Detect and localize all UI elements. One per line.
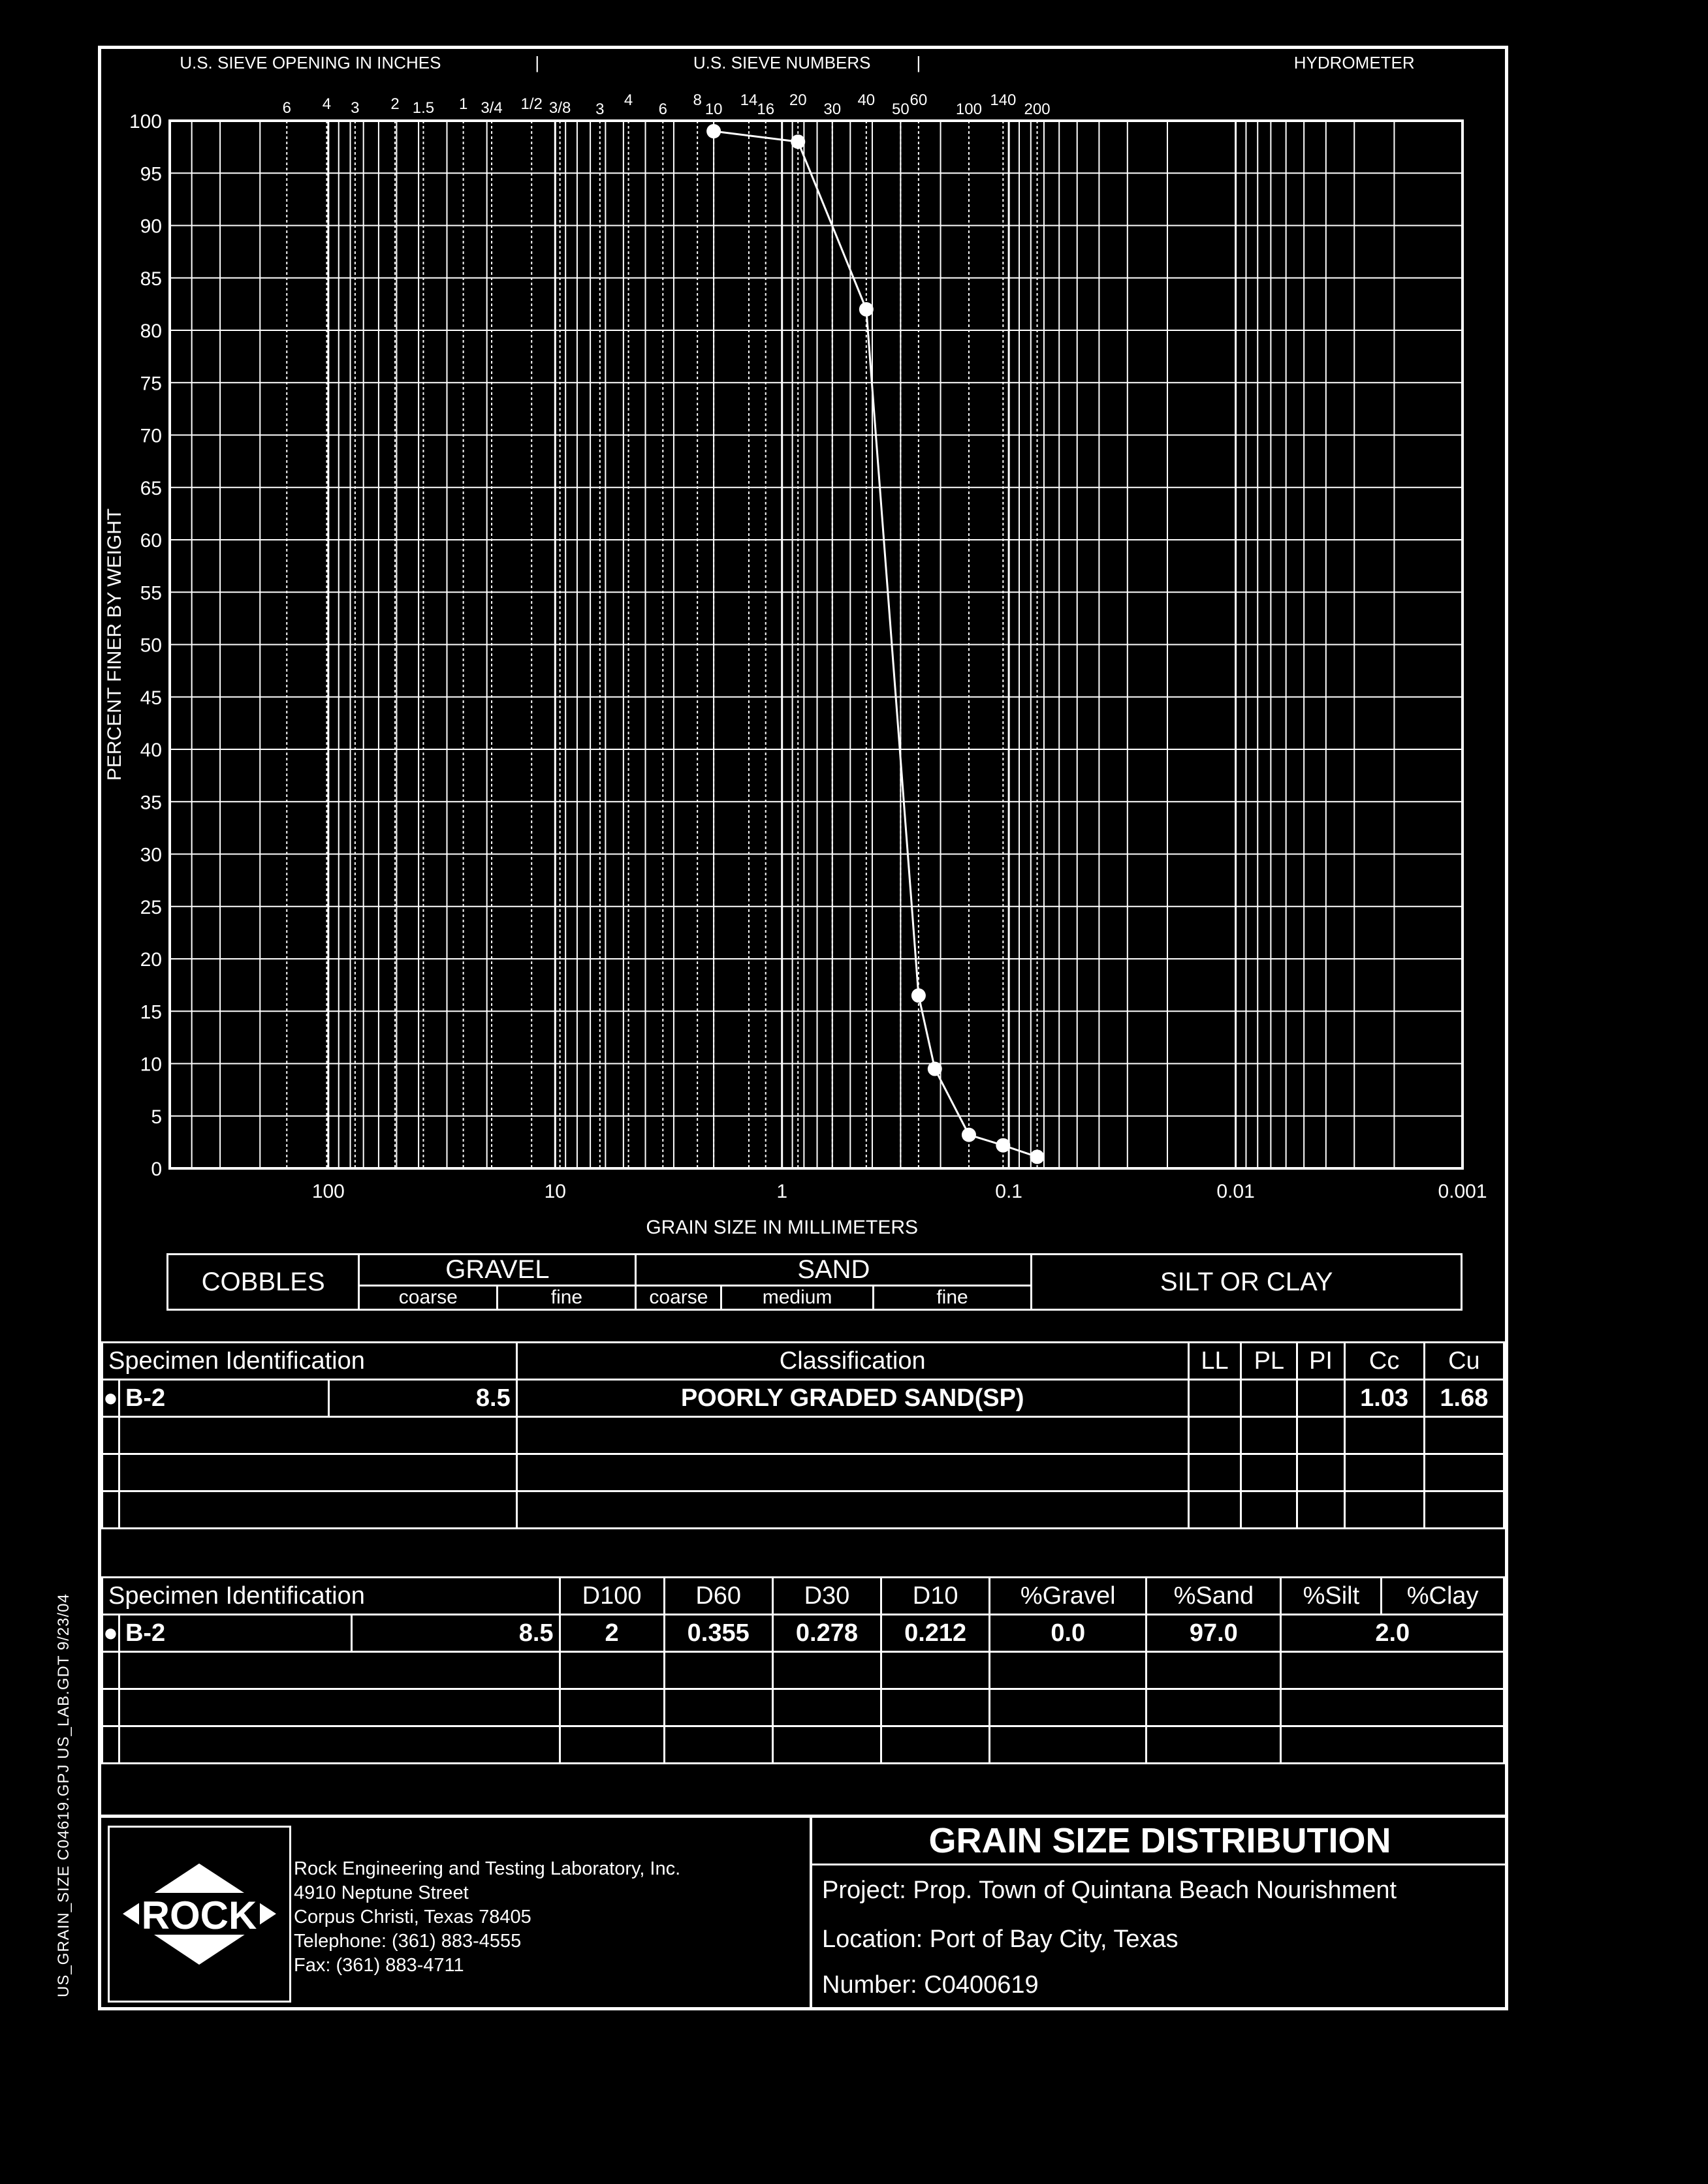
data-point [706,124,721,138]
header-d60: D60 [664,1578,772,1615]
y-tick-label: 50 [140,634,162,657]
data-point [962,1128,976,1142]
company-street: 4910 Neptune Street [294,1882,469,1903]
sand-fine-label: fine [873,1286,1032,1310]
company-fax: Fax: (361) 883-4711 [294,1955,464,1976]
header-pi: PI [1297,1343,1344,1380]
cobbles-label: COBBLES [168,1255,359,1310]
number-line [822,1971,1039,1999]
sieve-number-label: 8 [693,91,702,109]
sieve-number-label: 60 [909,91,928,109]
sieve-number-label: 20 [789,91,807,109]
specimen-id: B-2 [119,1380,328,1417]
sieve-number-label: 140 [990,91,1017,109]
y-tick-label: 20 [140,949,162,971]
x-tick-label: 0.01 [1216,1181,1255,1202]
y-tick-label: 0 [151,1159,162,1180]
title-block [101,1815,1505,2014]
header-clay: %Clay [1382,1578,1504,1615]
gravel-label: GRAVEL [359,1255,636,1286]
sieve-number-label: 50 [892,101,909,118]
header-specimen: Specimen Identification [103,1343,517,1380]
header-silt: %Silt [1281,1578,1382,1615]
d100-value: 2 [560,1615,664,1652]
sieve-inch-label: 3 [351,99,360,117]
y-tick-label: 25 [140,896,162,918]
header-cu: Cu [1424,1343,1504,1380]
x-tick-label: 1 [776,1181,788,1202]
y-tick-label: 5 [151,1106,162,1128]
gravel-coarse-label: coarse [359,1286,498,1310]
report-title: GRAIN SIZE DISTRIBUTION [812,1818,1508,1865]
x-tick-label: 0.001 [1438,1181,1487,1202]
y-tick-label: 65 [140,477,162,499]
pi-value [1297,1380,1344,1417]
sieve-inch-label: 2 [390,95,400,113]
y-tick-label: 75 [140,373,162,395]
report-frame [98,46,1508,2010]
specimen-depth-2: 8.5 [351,1615,560,1652]
sieve-number-label: 200 [1024,101,1051,118]
header-d30: D30 [772,1578,881,1615]
cu-value: 1.68 [1424,1380,1504,1417]
project-label: Project: [822,1877,906,1904]
location-line [822,1926,1178,1954]
company-info [294,1857,680,1978]
logo-text: ROCK [141,1894,257,1937]
sieve-number-label: 4 [624,91,633,109]
data-point [791,134,805,149]
y-tick-label: 90 [140,215,162,238]
sieve-inch-label: 1 [458,95,468,113]
pl-value [1241,1380,1297,1417]
gravel-value: 0.0 [990,1615,1147,1652]
sieve-number-label: 6 [658,101,667,118]
sieve-inch-label: 3/8 [548,99,571,117]
location-label: Location: [822,1926,923,1953]
y-tick-label: 30 [140,844,162,866]
heading-separator: | [916,53,921,72]
number-label: Number: [822,1971,917,1999]
header-gravel: %Gravel [990,1578,1147,1615]
file-stamp: US_GRAIN_SIZE C04619.GPJ US_LAB.GDT 9/23/04 [55,1593,72,1997]
location-value: Port of Bay City, Texas [929,1926,1178,1953]
y-tick-label: 40 [140,740,162,761]
soil-classification-bar [166,1253,1463,1311]
data-point [859,302,874,317]
y-tick-label: 35 [140,792,162,814]
y-tick-label: 100 [129,111,162,133]
sand-label: SAND [636,1255,1032,1286]
sand-medium-label: medium [721,1286,873,1310]
sieve-inch-label: 3/4 [481,99,503,117]
gradation-table [101,1576,1505,1764]
y-tick-label: 60 [140,530,162,552]
cc-value: 1.03 [1344,1380,1424,1417]
header-sand: %Sand [1147,1578,1281,1615]
header-pl: PL [1241,1343,1297,1380]
sieve-number-label: 100 [955,101,982,118]
sieve-number-label: 14 [740,91,758,109]
grain-size-chart [101,49,1505,1238]
sieve-inch-label: 4 [322,95,332,113]
sieve-number-label: 30 [823,101,842,118]
classification-value: POORLY GRADED SAND(SP) [516,1380,1188,1417]
rock-logo-icon [110,1828,289,2001]
header-cc: Cc [1344,1343,1424,1380]
company-logo [108,1826,291,2003]
sand-coarse-label: coarse [636,1286,721,1310]
marker-circle-icon: ● [103,1615,119,1652]
sand-value: 97.0 [1147,1615,1281,1652]
sieve-number-label: 3 [595,101,605,118]
y-tick-label: 10 [140,1053,162,1076]
data-point [911,988,926,1003]
specimen-depth: 8.5 [329,1380,517,1417]
number-value: C0400619 [924,1971,1039,1999]
x-tick-label: 10 [544,1181,566,1202]
project-line [822,1877,1397,1905]
company-city: Corpus Christi, Texas 78405 [294,1907,531,1927]
y-tick-label: 15 [140,1001,162,1023]
header-classification: Classification [516,1343,1188,1380]
project-value: Prop. Town of Quintana Beach Nourishment [913,1877,1397,1904]
d10-value: 0.212 [881,1615,990,1652]
sieve-inch-label: 1.5 [412,99,435,117]
header-specimen-2: Specimen Identification [103,1578,560,1615]
data-point [928,1062,942,1076]
top-heading: U.S. SIEVE NUMBERS [693,53,871,72]
d60-value: 0.355 [664,1615,772,1652]
y-tick-label: 95 [140,163,162,185]
sieve-number-label: 16 [757,101,775,118]
d30-value: 0.278 [772,1615,881,1652]
header-d100: D100 [560,1578,664,1615]
y-tick-label: 45 [140,687,162,709]
specimen-id-2: B-2 [119,1615,351,1652]
data-point [1030,1149,1045,1164]
top-heading: HYDROMETER [1293,53,1415,72]
y-tick-label: 85 [140,268,162,290]
y-tick-label: 70 [140,425,162,447]
y-axis-label: PERCENT FINER BY WEIGHT [104,508,125,781]
sieve-inch-label: 1/2 [520,95,543,113]
classification-table [101,1341,1505,1529]
company-phone: Telephone: (361) 883-4555 [294,1931,522,1952]
header-d10: D10 [881,1578,990,1615]
x-tick-label: 100 [311,1181,345,1202]
project-info [810,1818,1508,2010]
y-tick-label: 80 [140,320,162,342]
sieve-number-label: 10 [704,101,723,118]
x-tick-label: 0.1 [995,1181,1022,1202]
marker-circle-icon: ● [103,1380,119,1417]
y-tick-label: 55 [140,582,162,604]
sieve-inch-label: 6 [282,99,291,117]
ll-value [1188,1380,1241,1417]
gravel-fine-label: fine [498,1286,636,1310]
x-axis-label: GRAIN SIZE IN MILLIMETERS [646,1217,919,1238]
sieve-number-label: 40 [857,91,876,109]
data-point [996,1138,1010,1153]
silt-clay-value: 2.0 [1281,1615,1504,1652]
heading-separator: | [535,53,540,72]
silt-clay-label: SILT OR CLAY [1032,1255,1462,1310]
top-heading: U.S. SIEVE OPENING IN INCHES [180,53,441,72]
header-ll: LL [1188,1343,1241,1380]
company-name: Rock Engineering and Testing Laboratory, Inc. [294,1858,681,1879]
